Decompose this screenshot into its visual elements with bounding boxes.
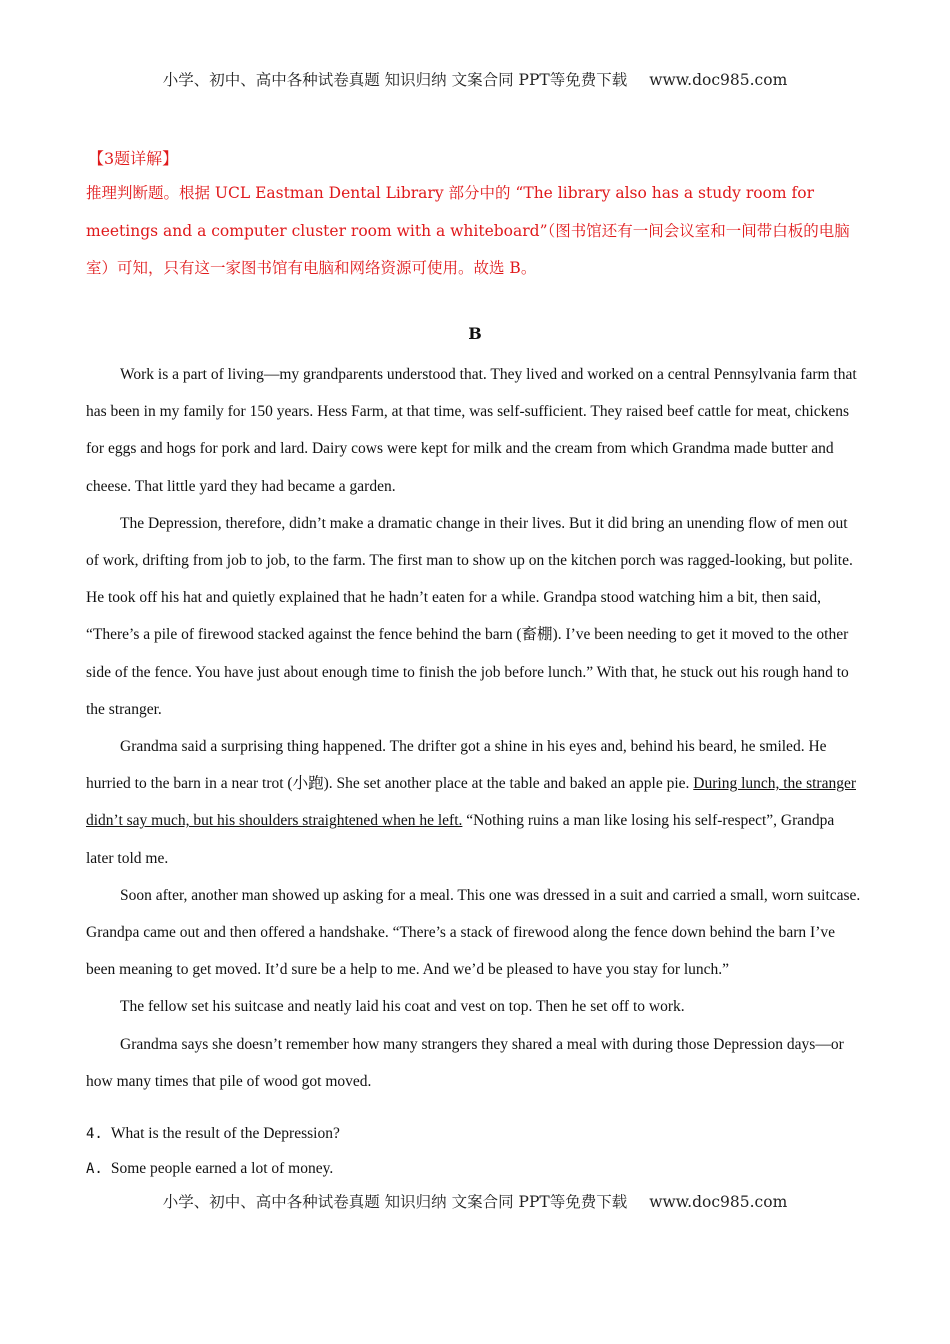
- passage-paragraph-1: Work is a part of living—my grandparents understood that. They lived and worked on a central Pennsylvania farm that has been in my family for 150 years. Hess Farm, at that time, was self-sufficient. They raised beef cattle for meat, chickens for eggs and hogs for pork and lard. Dairy cows were kept for milk and the cream from which Grandma made butter and cheese. That little yard they had became a garden.: [86, 366, 857, 495]
- header-text: 小学、初中、高中各种试卷真题 知识归纳 文案合同 PPT等免费下载: [162, 71, 628, 89]
- passage-paragraph-3: [86, 728, 864, 877]
- explanation-title: 【3题详解】: [88, 149, 179, 168]
- section-heading: B: [468, 324, 482, 343]
- question-4: [86, 1125, 340, 1143]
- option-letter: A.: [86, 1161, 103, 1177]
- footer-url[interactable]: www.doc985.com: [649, 1193, 788, 1211]
- passage-paragraph-5: The fellow set his suitcase and neatly laid his coat and vest on top. Then he set off to work.: [120, 998, 685, 1016]
- reading-passage: [86, 356, 864, 1100]
- passage-paragraph-2: The Depression, therefore, didn’t make a dramatic change in their lives. But it did bring an unending flow of men out of work, drifting from job to job, to the farm. The first man to show up on the kitchen porch was ragged-looking, but polite. He took off his hat and quietly explained that he hadn’t eaten for a while. Grandpa stood watching him a bit, then said, “There’s a pile of firewood stacked against the fence behind the barn (畜棚). I’ve been needing to get it moved to the other side of the fence. You have just about enough time to finish the job before lunch.” With that, he stuck out his rough hand to the stranger.: [86, 514, 853, 718]
- explanation-text: 推理判断题。根据 UCL Eastman Dental Library 部分中的 “The library also has a study room for meetings and a computer cluster room with a whiteboard”（图书馆还有一间会议室和一间带白板的电脑室）可知，只有这一家图书馆有电脑和网络资源可使用。故选 B。: [86, 184, 850, 277]
- underlined-sentence: During lunch, the stranger didn’t say much, but his shoulders straightened when he left.: [86, 775, 856, 830]
- option-a: [86, 1160, 333, 1178]
- paragraph-3-start: Grandma said a surprising thing happened. The drifter got a shine in his eyes and, behind his beard, he smiled. He hurried to the barn in a near trot (小跑). She set another place at the table and baked an apple pie.: [86, 738, 827, 793]
- question-number: 4.: [86, 1126, 103, 1142]
- header-url[interactable]: www.doc985.com: [649, 71, 788, 89]
- passage-paragraph-4: Soon after, another man showed up asking for a meal. This one was dressed in a suit and carried a small, worn suitcase. Grandpa came out and then offered a handshake. “There’s a stack of firewood along the fence down behind the barn I’ve been meaning to get moved. It’d sure be a help to me. And we’d be pleased to have you stay for lunch.”: [86, 886, 861, 979]
- passage-paragraph-6: Grandma says she doesn’t remember how many strangers they shared a meal with during those Depression days—or how many times that pile of wood got moved.: [86, 1035, 844, 1090]
- option-text: Some people earned a lot of money.: [110, 1160, 334, 1177]
- page-header: [0, 68, 950, 90]
- question-text: What is the result of the Depression?: [110, 1125, 340, 1142]
- page-footer: [0, 1190, 950, 1212]
- paragraph-3-end: “Nothing ruins a man like losing his self-respect”, Grandpa later told me.: [86, 812, 835, 867]
- footer-text: 小学、初中、高中各种试卷真题 知识归纳 文案合同 PPT等免费下载: [162, 1193, 628, 1211]
